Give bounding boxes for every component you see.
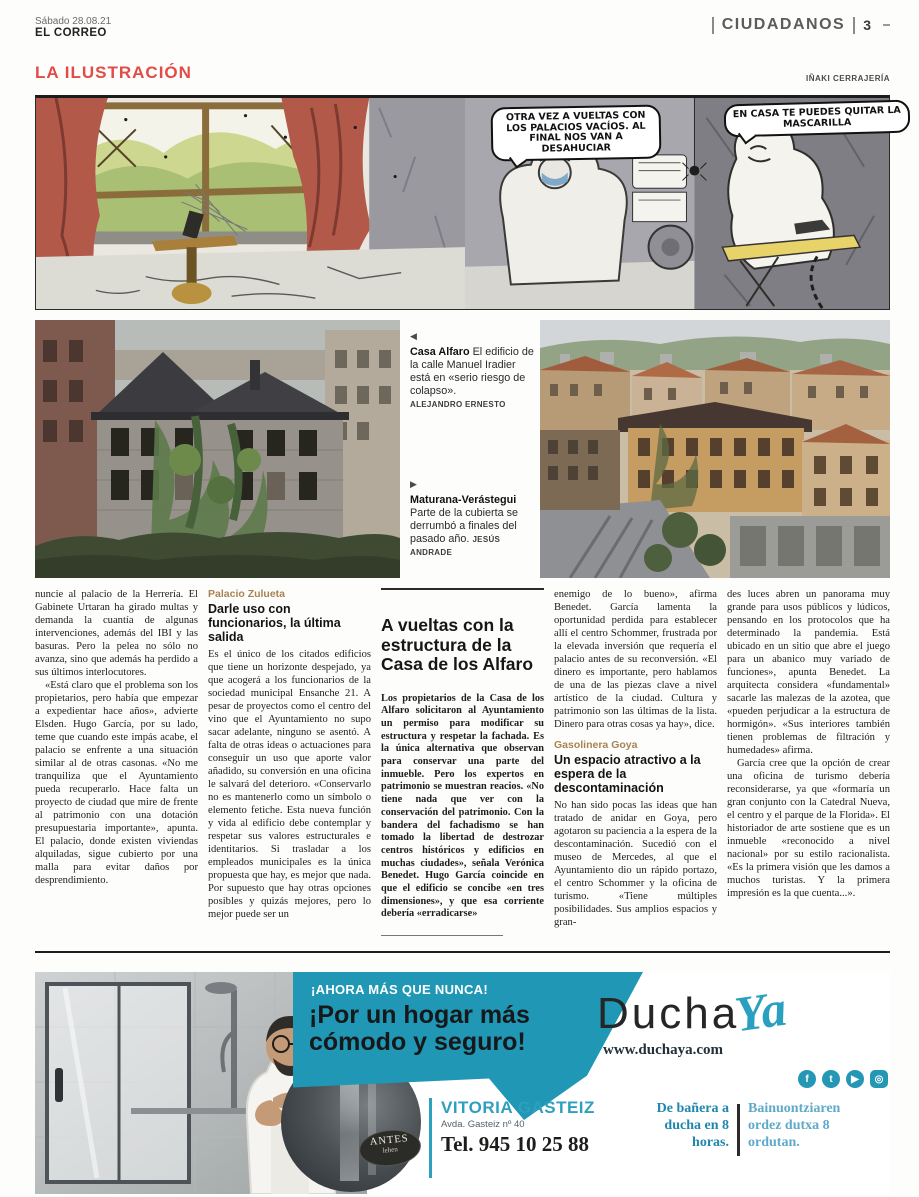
column-5 [727, 588, 890, 946]
twitter-icon: t [822, 1070, 840, 1088]
youtube-icon: ▶ [846, 1070, 864, 1088]
ad-phone: Tel. 945 10 25 88 [441, 1132, 589, 1156]
instagram-icon: ◎ [870, 1070, 888, 1088]
caption-column [410, 320, 534, 578]
paragraph: «Está claro que el problema son los propietarios, pero había que empezar a expedientar hace años», advierte Elsden. Hugo García, por su lado, teme que cuando este impás acabe, el palacio se enfrente a una situación similar al de otras casonas. «No me tranquiliza que el Ayuntamiento pueda recuperarlo. Hace falta un proyecto de ciudad que mire de frente al patrimonio con una dotación presupuestaria importante», apunta. El palacio, donde existen viviendas alquiladas, sigue cubierto por una malla para evitar daños por desprendimiento. [35, 680, 198, 886]
photo-maturana-verastegui [540, 320, 890, 578]
casa-alfaro-image [35, 320, 400, 578]
ad-divider-dark [737, 1104, 740, 1156]
photo-credit: ALEJANDRO ERNESTO [410, 400, 506, 409]
caption-casa-alfaro [410, 330, 534, 411]
subhead-palacio-zulueta: Darle uso con funcionarios, la última salida [208, 602, 341, 644]
photo-casa-alfaro [35, 320, 400, 578]
paragraph: enemigo de lo bueno», afirma Benedet. García lamenta la oportunidad perdida para establecer allí el centro Schommer, frustrada por la elevada inversión que requería el palacio antes de su reconversión. «El dinero es importante, pero hablamos de una de las piezas clave a nivel artístico de la ciudad. Cultura y patrimonio son las últimas de la lista. Dinero para otras cosas ya hay», dice. [554, 589, 717, 730]
ad-divider-teal [429, 1098, 432, 1178]
masthead-block [35, 16, 111, 39]
paragraph: des luces abren un panorama muy grande para usos públicos y lúdicos, pensando en los protocolos que ha determinado la pandemia. Está ubicado en un sitio que abre el juego para un abanico muy variado de funciones», apunta Benedet. La arquitecta considera «fundamental» sacarle las malezas de la azotea, que «pueden perjudicar a la estructura de hormigón». «Sus interiores también tienen problemas de filtración y humedades» afirma. [727, 589, 890, 756]
sidebar-end-rule [381, 935, 503, 936]
masthead: EL CORREO [35, 27, 107, 39]
divider-bar [712, 17, 714, 34]
caption-text: El edificio de la calle Manuel Iradier está en «serio riesgo de colapso». [410, 346, 534, 397]
ad-address: Avda. Gasteiz nº 40 [441, 1119, 525, 1130]
illustration-header [35, 63, 890, 83]
caption-title: Maturana-Verástegui [410, 494, 517, 506]
speech-bubble-palacios: OTRA VEZ A VUELTAS CON LOS PALACIOS VACÍOS. AL FINAL NOS VAN A DESAHUCIAR [491, 105, 662, 162]
section-name: CIUDADANOS [721, 16, 846, 33]
kicker-palacio-zulueta: Palacio Zulueta [208, 588, 286, 600]
sidebar-headline: A vueltas con la estructura de la Casa de los Alfaro [381, 615, 534, 674]
comic-illustration [35, 95, 901, 310]
arrow-right-icon: ▶ [410, 479, 417, 489]
sidebar-box [381, 588, 544, 936]
speech-bubble-mascarilla: EN CASA TE PUEDES QUITAR LA MASCARILLA [724, 100, 911, 138]
column-2 [208, 588, 371, 946]
issue-date: Sábado 28.08.21 [35, 16, 112, 27]
arrow-left-icon: ◀ [410, 331, 417, 341]
ad-separator-rule [35, 951, 890, 953]
paragraph: García cree que la opción de crear una oficina de turismo debería reconsiderarse, ya que «formaría un gran conjunto con la Catedral Nueva, el centro y el parque de la Florida». El historiador de arte sostiene que es un inmueble «reconocido a nivel nacional» por su estilo racionalista. «Es la primera visión que les damos a muchos turistas. Y la primera impresión es la que cuenta...». [727, 758, 890, 899]
maturana-image [540, 320, 890, 578]
fold-mark [883, 24, 890, 26]
logo-ya: Ya [731, 979, 790, 1043]
illustrator-credit: IÑAKI CERRAJERÍA [805, 74, 890, 83]
article-body [35, 588, 890, 946]
column-4 [554, 588, 717, 946]
ad-website: www.duchaya.com [603, 1042, 724, 1058]
ad-banner-headline: ¡Por un hogar más cómodo y seguro! [309, 1001, 530, 1056]
ad-banner-tagline: ¡AHORA MÁS QUE NUNCA! [311, 982, 488, 997]
column-1 [35, 588, 198, 946]
caption-text: Parte de la cubierta se derrumbó a finales del pasado año. [410, 507, 519, 545]
page-number: 3 [863, 17, 871, 33]
logo-ducha: Ducha [597, 989, 740, 1038]
divider-bar [853, 17, 855, 34]
duchaya-logo [597, 979, 890, 1059]
duchaya-advertisement [35, 972, 890, 1194]
caption-maturana [410, 478, 534, 559]
ad-claim-basque: Bainuontziaren ordez dutxa 8 ordutan. [748, 1101, 841, 1150]
social-icons [798, 1070, 888, 1088]
kicker-gasolinera-goya: Gasolinera Goya [554, 739, 638, 751]
page-header [35, 16, 890, 39]
ad-claim-spanish: De bañera a ducha en 8 horas. [656, 1101, 729, 1150]
lehen-label: lehen [382, 1145, 399, 1155]
antes-label: ANTES [369, 1133, 410, 1149]
caption-title: Casa Alfaro [410, 346, 470, 358]
photo-row [35, 320, 890, 578]
paragraph: Es el único de los citados edificios que tiene un horizonte despejado, ya que acogerá a los funcionarios de la sociedad municipal Ensanche 21. A pesar de proyectos como el centro del vino que el Ayuntamiento no supo sacar adelante, ninguno se asentó. A falta de otras ideas o actuaciones para conseguir un uso que aporte valor añadido, su conversión en una oficina le salvará del deterioro. «Conservarlo no es mantenerlo como un símbolo o elemento fetiche. Esta nueva función y vida al edificio debe contemplar y respetar sus valores estructurales e identitarios. Si trasladar a los empleados municipales es la única propuesta que hay, es mejor que nada. Por supuesto que hay otras opciones posibles y quizás mejores, pero lo mejor puede ser un [208, 649, 371, 920]
section-page-block [712, 16, 890, 34]
ad-city: VITORIA GASTEIZ [441, 1098, 595, 1117]
paragraph: No han sido pocas las ideas que han tratado de anidar en Goya, pero agotaron su paciencia a la espera de la descontaminación. Sucedió con el museo de Mercedes, al que el Ayuntamiento dio un rápido portazo, el centro Schommer y la oficina de turismo. «Tiene múltiples posibilidades. Sus amplios espacios y gran- [554, 800, 717, 928]
column-3-sidebar [381, 588, 544, 946]
paragraph: nuncie al palacio de la Herrería. El Gabinete Urtaran ha girado multas y demanda la cuantía de algunas intervenciones, además del IBI y las basuras. Pero la pelea no sólo no avanza, sino que además ha perdido a sus últimos interlocutores. [35, 589, 198, 678]
section-title: LA ILUSTRACIÓN [35, 63, 192, 82]
paragraph: Los propietarios de la Casa de los Alfaro solicitaron al Ayuntamiento un permiso para modificar su estructura y respetar la fachada. Es la única alternativa que observan para conservar una parte del inmueble. Pero los expertos en patrimonio se muestran reacios. «No tiene nada que ver con la conservación del patrimonio. Con la bandera del fachadismo se han tomado la libertad de destrozar centros históricos y edificios en muchas ciudades», señala Verónica Benedet. Hugo García coincide en que el edificio se concibe «en tres dimensiones», y que esa corriente debería «erradicarse» [381, 692, 544, 920]
facebook-icon: f [798, 1070, 816, 1088]
photo-credit: JESÚS ANDRADE [410, 535, 501, 557]
ad-contact-block [441, 1098, 595, 1157]
subhead-gasolinera-goya: Un espacio atractivo a la espera de la descontaminación [554, 753, 701, 795]
